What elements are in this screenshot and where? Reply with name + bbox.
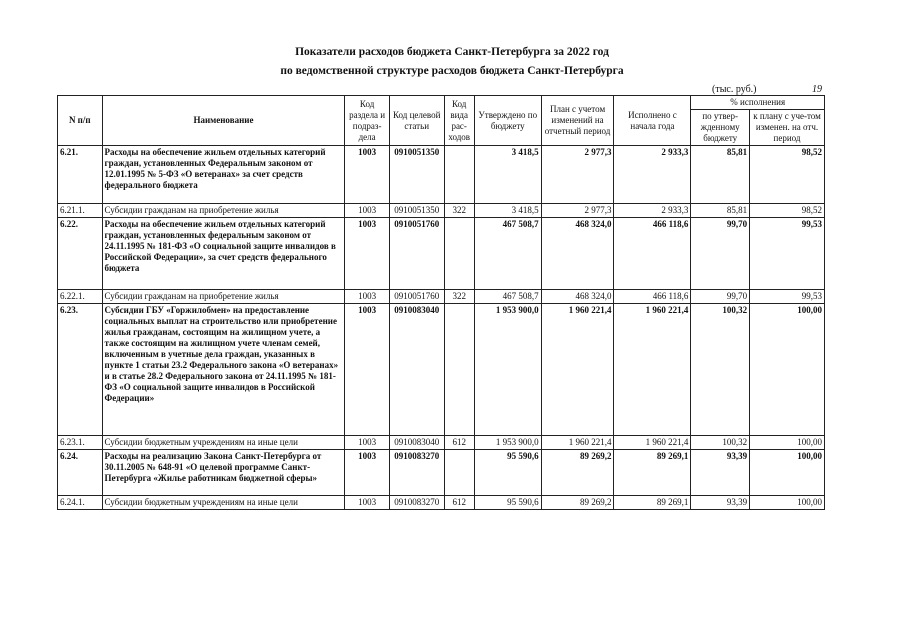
row-num: 6.21.1.	[58, 204, 103, 218]
row-pct-plan: 99,53	[750, 290, 825, 304]
table-row	[58, 304, 825, 436]
row-section: 1003	[345, 304, 390, 436]
row-target: 0910083270	[389, 496, 444, 510]
row-section: 1003	[345, 218, 390, 290]
row-num: 6.21.	[58, 146, 103, 204]
row-name: Субсидии бюджетным учреждениям на иные цели	[102, 436, 345, 450]
row-section: 1003	[345, 496, 390, 510]
row-section: 1003	[345, 146, 390, 204]
row-approved: 1 953 900,0	[474, 304, 541, 436]
col-pct-plan: к плану с уче-том изменен. на отч. период	[750, 110, 825, 146]
row-executed: 89 269,1	[614, 450, 691, 496]
col-target: Код целевой статьи	[389, 96, 444, 146]
units-label: (тыс. руб.)	[712, 84, 757, 95]
col-kind: Код вида рас-ходов	[444, 96, 474, 146]
row-plan: 89 269,2	[541, 450, 614, 496]
row-kind: 612	[444, 436, 474, 450]
col-executed: Исполнено с начала года	[614, 96, 691, 146]
report-subtitle: по ведомственной структуре расходов бюджета Санкт-Петербурга	[280, 65, 624, 77]
row-pct-plan: 98,52	[750, 146, 825, 204]
row-pct-approved: 93,39	[691, 450, 750, 496]
row-pct-approved: 100,32	[691, 436, 750, 450]
row-section: 1003	[345, 436, 390, 450]
table-row	[58, 218, 825, 290]
row-num: 6.22.1.	[58, 290, 103, 304]
row-kind	[444, 450, 474, 496]
table-row	[58, 436, 825, 450]
col-pct-approved: по утвер-жденному бюджету	[691, 110, 750, 146]
row-kind: 322	[444, 204, 474, 218]
col-num: N п/п	[58, 96, 103, 146]
row-pct-approved: 93,39	[691, 496, 750, 510]
row-plan: 468 324,0	[541, 290, 614, 304]
row-target: 0910083270	[389, 450, 444, 496]
row-name: Субсидии гражданам на приобретение жилья	[102, 204, 345, 218]
row-section: 1003	[345, 290, 390, 304]
row-approved: 95 590,6	[474, 450, 541, 496]
col-pct-group: % исполнения	[691, 96, 825, 110]
row-pct-plan: 100,00	[750, 304, 825, 436]
row-kind	[444, 218, 474, 290]
row-name: Расходы на реализацию Закона Санкт-Петербурга от 30.11.2005 № 648-91 «О целевой программе Санкт-Петербурга «Жилье работникам бюджетной сферы»	[102, 450, 345, 496]
row-approved: 3 418,5	[474, 146, 541, 204]
row-executed: 1 960 221,4	[614, 436, 691, 450]
row-target: 0910051350	[389, 146, 444, 204]
col-name: Наименование	[102, 96, 345, 146]
row-name: Субсидии гражданам на приобретение жилья	[102, 290, 345, 304]
row-kind	[444, 146, 474, 204]
report-title: Показатели расходов бюджета Санкт-Петербурга за 2022 год	[295, 46, 609, 58]
row-approved: 467 508,7	[474, 218, 541, 290]
row-approved: 3 418,5	[474, 204, 541, 218]
row-plan: 2 977,3	[541, 146, 614, 204]
row-approved: 467 508,7	[474, 290, 541, 304]
row-approved: 95 590,6	[474, 496, 541, 510]
row-executed: 2 933,3	[614, 146, 691, 204]
row-num: 6.24.1.	[58, 496, 103, 510]
page-number: 19	[812, 84, 822, 95]
row-target: 0910083040	[389, 304, 444, 436]
row-section: 1003	[345, 450, 390, 496]
table-row	[58, 290, 825, 304]
row-pct-approved: 100,32	[691, 304, 750, 436]
row-executed: 2 933,3	[614, 204, 691, 218]
row-executed: 89 269,1	[614, 496, 691, 510]
row-num: 6.24.	[58, 450, 103, 496]
row-pct-approved: 99,70	[691, 290, 750, 304]
row-kind: 322	[444, 290, 474, 304]
row-target: 0910051760	[389, 218, 444, 290]
table-row	[58, 496, 825, 510]
row-num: 6.22.	[58, 218, 103, 290]
table-row	[58, 204, 825, 218]
row-target: 0910051350	[389, 204, 444, 218]
row-name: Расходы на обеспечение жильем отдельных категорий граждан, установленных Федеральным законом от 12.01.1995 № 5-ФЗ «О ветеранах» за счет средств федерального бюджета	[102, 146, 345, 204]
row-pct-approved: 85,81	[691, 204, 750, 218]
row-executed: 1 960 221,4	[614, 304, 691, 436]
row-executed: 466 118,6	[614, 290, 691, 304]
row-plan: 2 977,3	[541, 204, 614, 218]
row-pct-plan: 100,00	[750, 436, 825, 450]
row-pct-plan: 100,00	[750, 450, 825, 496]
budget-table	[57, 95, 825, 510]
row-plan: 468 324,0	[541, 218, 614, 290]
row-pct-plan: 98,52	[750, 204, 825, 218]
row-plan: 1 960 221,4	[541, 436, 614, 450]
row-num: 6.23.1.	[58, 436, 103, 450]
row-approved: 1 953 900,0	[474, 436, 541, 450]
row-pct-approved: 85,81	[691, 146, 750, 204]
row-name: Расходы на обеспечение жильем отдельных категорий граждан, установленных федеральным законом от 24.11.1995 № 181-ФЗ «О социальной защите инвалидов в Российской Федерации», за счет средств федерального бюджета	[102, 218, 345, 290]
row-section: 1003	[345, 204, 390, 218]
row-kind	[444, 304, 474, 436]
row-kind: 612	[444, 496, 474, 510]
row-plan: 89 269,2	[541, 496, 614, 510]
row-pct-plan: 100,00	[750, 496, 825, 510]
row-pct-approved: 99,70	[691, 218, 750, 290]
row-name: Субсидии бюджетным учреждениям на иные цели	[102, 496, 345, 510]
table-row	[58, 146, 825, 204]
row-pct-plan: 99,53	[750, 218, 825, 290]
row-num: 6.23.	[58, 304, 103, 436]
row-target: 0910051760	[389, 290, 444, 304]
table-row	[58, 450, 825, 496]
col-plan: План с учетом изменений на отчетный период	[541, 96, 614, 146]
row-target: 0910083040	[389, 436, 444, 450]
row-plan: 1 960 221,4	[541, 304, 614, 436]
row-executed: 466 118,6	[614, 218, 691, 290]
row-name: Субсидии ГБУ «Горжилобмен» на предоставление социальных выплат на строительство или приобретение жилья гражданам, состоящим на жилищном учете, а также состоящим на жилищном учете членам семей, включенным в учетные дела граждан, указанных в пункте 1 статьи 23.2 Федерального закона «О ветеранах» и в статье 28.2 Федерального закона от 24.11.1995 № 181-ФЗ «О социальной защите инвалидов в Российской Федерации»	[102, 304, 345, 436]
col-section: Код раздела и подраз-дела	[345, 96, 390, 146]
col-approved: Утверждено по бюджету	[474, 96, 541, 146]
